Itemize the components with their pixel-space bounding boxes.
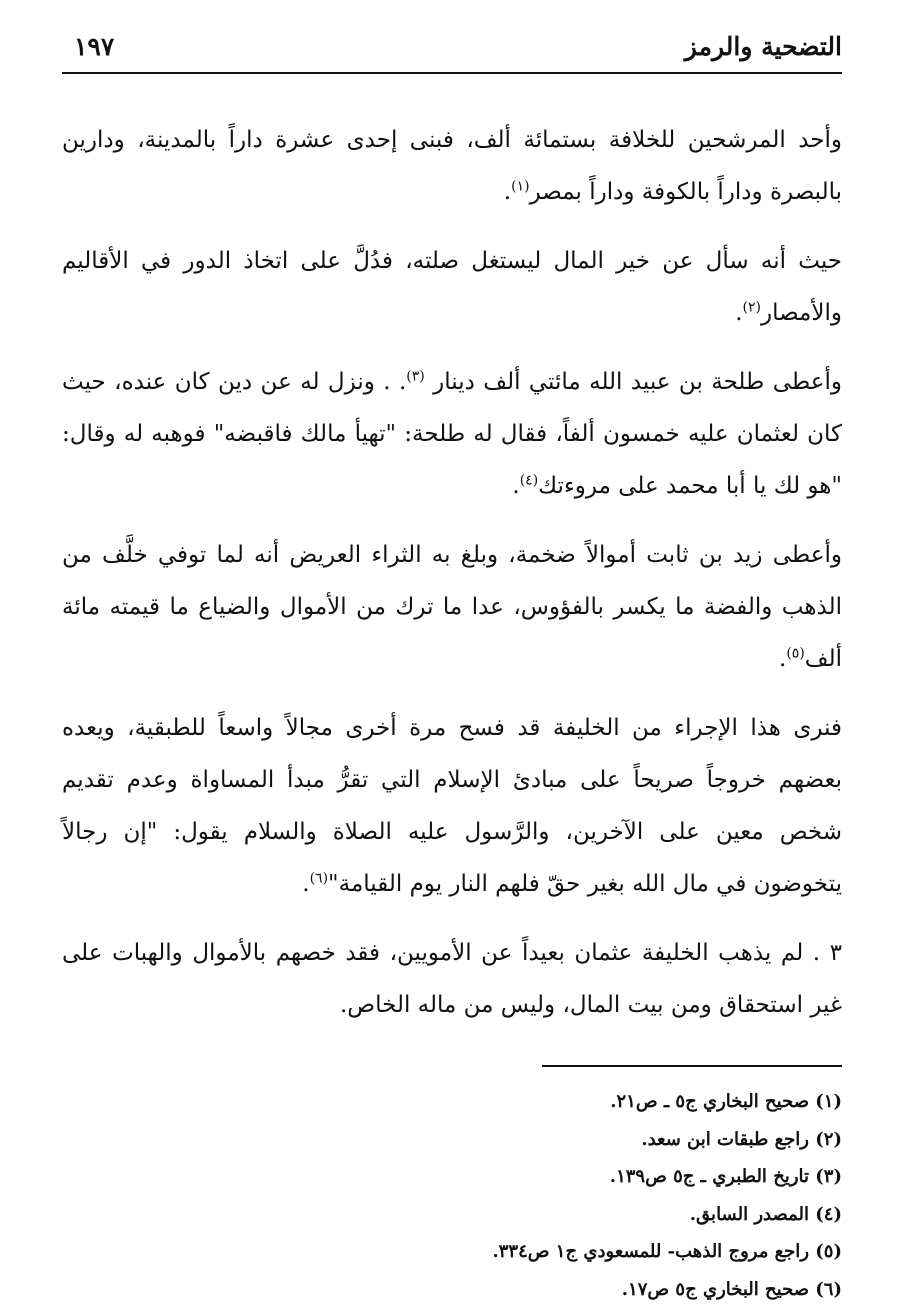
- page-number: ١٩٧: [74, 32, 114, 61]
- footnote-separator: [542, 1065, 842, 1067]
- footnote-ref[interactable]: (٣): [406, 368, 424, 384]
- footnotes: [62, 1083, 842, 1308]
- body-text: [62, 114, 842, 1031]
- book-page: [62, 30, 842, 1308]
- paragraph-text: حيث أنه سأل عن خير المال ليستغل صلته، فدُلَّ على اتخاذ الدور في الأقاليم والأمصار: [62, 248, 842, 326]
- footnote-ref[interactable]: (٤): [520, 472, 538, 488]
- paragraph-5: [62, 702, 842, 910]
- running-title: التضحية والرمز: [685, 32, 842, 61]
- paragraph-tail: .: [504, 179, 511, 205]
- footnote-ref[interactable]: (١): [511, 178, 529, 194]
- paragraph-tail: .: [302, 871, 309, 897]
- paragraph-2: [62, 235, 842, 339]
- paragraph-tail: .: [735, 300, 742, 326]
- footnote-4: (٤) المصدر السابق.: [62, 1196, 842, 1234]
- paragraph-tail: .: [512, 473, 519, 499]
- footnote-ref[interactable]: (٦): [310, 870, 328, 886]
- footnote-ref[interactable]: (٥): [786, 645, 804, 661]
- paragraph-text: وأحد المرشحين للخلافة بستمائة ألف، فبنى إحدى عشرة داراً بالمدينة، ودارين بالبصرة وداراً بالكوفة وداراً بمصر: [62, 127, 842, 205]
- paragraph-text: وأعطى طلحة بن عبيد الله مائتي ألف دينار: [433, 369, 842, 395]
- paragraph-text: وأعطى زيد بن ثابت أموالاً ضخمة، وبلغ به الثراء العريض أنه لما توفي خلَّف من الذهب والفضة ما يكسر بالفؤوس، عدا ما ترك من الأموال والضياع ما قيمته مائة ألف: [62, 542, 842, 672]
- running-header: [62, 30, 842, 74]
- footnote-ref[interactable]: (٢): [743, 299, 761, 315]
- footnote-2: (٢) راجع طبقات ابن سعد.: [62, 1121, 842, 1159]
- paragraph-3: [62, 356, 842, 512]
- footnote-6: (٦) صحيح البخاري ج٥ ص١٧.: [62, 1271, 842, 1308]
- paragraph-text: ٣ . لم يذهب الخليفة عثمان بعيداً عن الأمويين، فقد خصهم بالأموال والهبات على غير استحقاق ومن بيت المال، وليس من ماله الخاص.: [62, 940, 842, 1018]
- paragraph-text: فنرى هذا الإجراء من الخليفة قد فسح مرة أخرى مجالاً واسعاً للطبقية، ويعده بعضهم خروجاً صريحاً على مبادئ الإسلام التي تقرُّ مبدأ المساواة وعدم تقديم شخص معين على الآخرين، والرَّسول عليه الصلاة والسلام يقول: "إن رجالاً يتخوضون في مال الله بغير حقّ فلهم النار يوم القيامة": [62, 715, 842, 897]
- footnote-3: (٣) تاريخ الطبري ـ ج٥ ص١٣٩.: [62, 1158, 842, 1196]
- paragraph-tail: . . ونزل له عن دين كان عنده، حيث كان لعثمان عليه خمسون ألفاً، فقال له طلحة: "تهيأ مالك فاقبضه" فوهبه له وقال: "هو لك يا أبا محمد على مروءتك: [62, 369, 842, 499]
- paragraph-4: [62, 529, 842, 685]
- footnote-5: (٥) راجع مروج الذهب- للمسعودي ج١ ص٣٣٤.: [62, 1233, 842, 1271]
- paragraph-6: [62, 927, 842, 1031]
- footnote-1: (١) صحيح البخاري ج٥ ـ ص٢١.: [62, 1083, 842, 1121]
- paragraph-1: [62, 114, 842, 218]
- paragraph-tail: .: [779, 646, 786, 672]
